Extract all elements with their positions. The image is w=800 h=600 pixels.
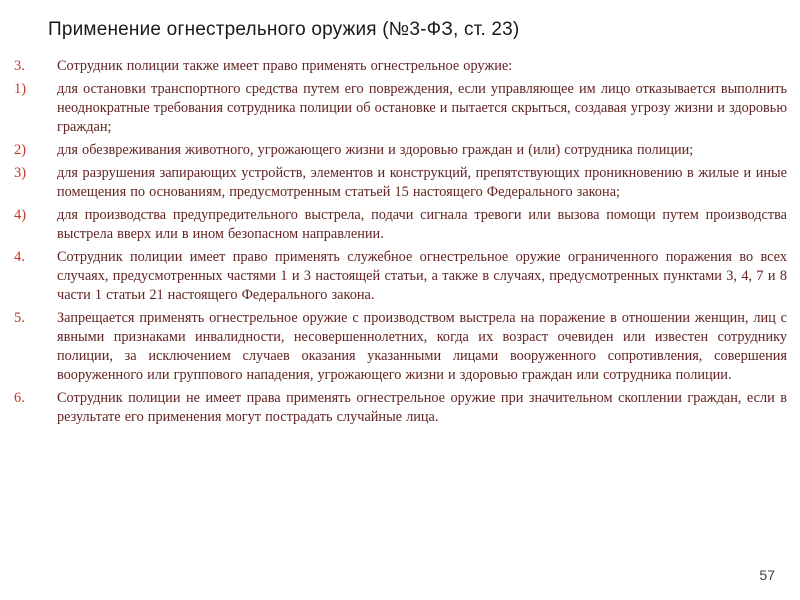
list-item	[14, 309, 787, 385]
page-number: 57	[759, 567, 775, 583]
list-item-marker: 4.	[14, 249, 25, 265]
list-item-marker: 5.	[14, 310, 25, 326]
firearms-use-list	[14, 57, 787, 431]
list-item-marker: 1)	[14, 81, 27, 97]
list-item-text: Запрещается применять огнестрельное оружие с производством выстрела на поражение в отношении женщин, лиц с явными признаками инвалидности, несовершеннолетних, когда их возраст очевиден или известен сотруднику полиции, за исключением случаев оказания указанными лицами вооруженного сопротивления, совершения вооруженного или группового нападения, угрожающего жизни и здоровью граждан или сотрудника полиции.	[57, 310, 787, 383]
list-item	[14, 80, 787, 137]
list-item-text: Сотрудник полиции также имеет право применять огнестрельное оружие:	[57, 58, 513, 74]
page-title: Применение огнестрельного оружия (№3-ФЗ, ст. 23)	[48, 19, 520, 40]
list-item	[14, 206, 787, 244]
list-item-marker: 3)	[14, 165, 27, 181]
list-item	[14, 141, 787, 160]
list-item	[14, 389, 787, 427]
list-item-marker: 4)	[14, 207, 27, 223]
list-item-marker: 6.	[14, 390, 25, 406]
list-item-marker: 3.	[14, 58, 25, 74]
list-item-text: Сотрудник полиции не имеет права применять огнестрельное оружие при значительном скоплении граждан, если в результате его применения могут пострадать случайные лица.	[57, 390, 787, 425]
list-item-text: для обезвреживания животного, угрожающего жизни и здоровью граждан и (или) сотрудника полиции;	[57, 142, 694, 158]
list-item-text: Сотрудник полиции имеет право применять служебное огнестрельное оружие ограниченного поражения во всех случаях, предусмотренных частями 1 и 3 настоящей статьи, а также в случаях, предусмотренных пунктами 3, 4, 7 и 8 части 1 статьи 21 настоящего Федерального закона.	[57, 249, 787, 303]
list-item	[14, 164, 787, 202]
list-item-text: для разрушения запирающих устройств, элементов и конструкций, препятствующих проникновению в жилые и иные помещения по основаниям, предусмотренным статьей 15 настоящего Федерального закона;	[57, 165, 787, 200]
list-item	[14, 57, 787, 76]
list-item-marker: 2)	[14, 142, 27, 158]
list-item-text: для остановки транспортного средства путем его повреждения, если управляющее им лицо отказывается выполнить неоднократные требования сотрудника полиции об остановке и пытается скрыться, создавая угрозу жизни и здоровью граждан;	[57, 81, 787, 135]
list-item-text: для производства предупредительного выстрела, подачи сигнала тревоги или вызова помощи путем производства выстрела вверх или в ином безопасном направлении.	[57, 207, 787, 242]
list-item	[14, 248, 787, 305]
